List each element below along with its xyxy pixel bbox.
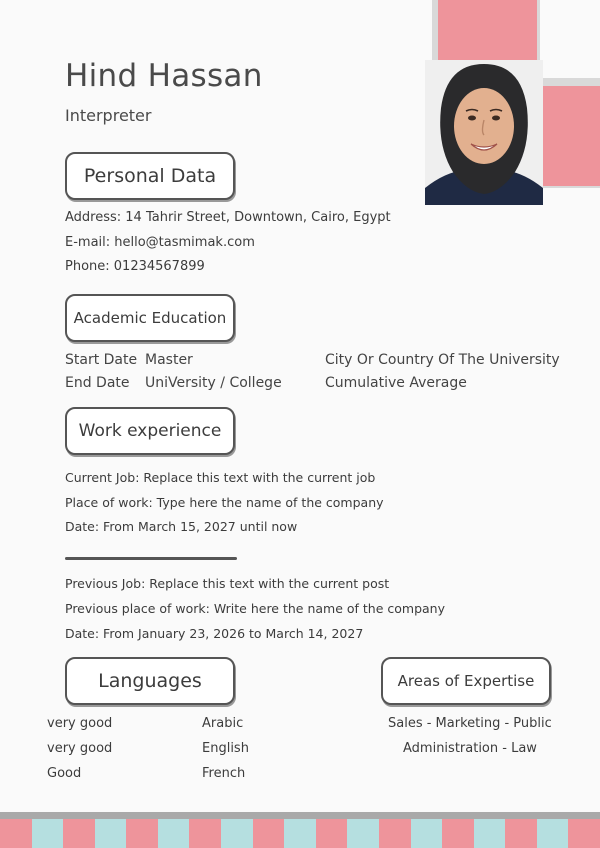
expertise-heading-label: Areas of Expertise <box>397 672 535 690</box>
phone-line: Phone: 01234567899 <box>65 259 205 274</box>
language-level-3: Good <box>47 766 82 781</box>
decor-block-pink-right <box>543 86 600 186</box>
stripe <box>126 819 158 848</box>
profile-photo <box>425 60 543 205</box>
work-divider <box>65 557 237 560</box>
stripe <box>284 819 316 848</box>
stripe <box>32 819 64 848</box>
language-level-2: very good <box>47 741 113 756</box>
language-level-1: very good <box>47 716 113 731</box>
personal-data-heading-label: Personal Data <box>83 165 217 187</box>
language-name-2: English <box>202 741 249 756</box>
education-heading <box>65 294 235 342</box>
education-start-date-label: Start Date <box>65 352 138 368</box>
languages-heading-label: Languages <box>98 670 202 692</box>
stripe <box>95 819 127 848</box>
previous-date-line: Date: From January 23, 2026 to March 14, 2027 <box>65 626 364 641</box>
stripe <box>253 819 285 848</box>
languages-heading <box>65 657 235 705</box>
education-end-date-label: End Date <box>65 375 130 391</box>
previous-job-line: Previous Job: Replace this text with the current post <box>65 576 390 591</box>
personal-data-heading <box>65 152 235 200</box>
candidate-name: Hind Hassan <box>65 58 263 94</box>
stripe <box>0 819 32 848</box>
education-institution: UniVersity / College <box>145 375 282 391</box>
work-experience-heading-label: Work experience <box>78 421 222 441</box>
stripe <box>221 819 253 848</box>
stripe <box>474 819 506 848</box>
previous-place-line: Previous place of work: Write here the name of the company <box>65 601 446 616</box>
language-name-1: Arabic <box>202 716 244 731</box>
current-place-line: Place of work: Type here the name of the company <box>65 495 384 510</box>
footer-stripes <box>0 819 600 848</box>
expertise-line-2: Administration - Law <box>403 741 537 756</box>
stripe <box>568 819 600 848</box>
work-experience-heading <box>65 407 235 455</box>
address-line: Address: 14 Tahrir Street, Downtown, Cairo, Egypt <box>65 210 391 225</box>
stripe <box>189 819 221 848</box>
stripe <box>347 819 379 848</box>
expertise-line-1: Sales - Marketing - Public <box>388 716 552 731</box>
stripe <box>411 819 443 848</box>
language-name-3: French <box>202 766 246 781</box>
education-heading-label: Academic Education <box>73 309 227 327</box>
email-line: E-mail: hello@tasmimak.com <box>65 235 255 250</box>
decor-block-pink-top <box>438 0 537 60</box>
stripe <box>537 819 569 848</box>
education-degree: Master <box>145 352 193 368</box>
education-location: City Or Country Of The University <box>325 352 560 368</box>
footer-gray-bar <box>0 812 600 819</box>
education-average: Cumulative Average <box>325 375 467 391</box>
job-title: Interpreter <box>65 106 152 125</box>
stripe <box>379 819 411 848</box>
stripe <box>316 819 348 848</box>
portrait-image <box>425 60 543 205</box>
expertise-heading <box>381 657 551 705</box>
stripe <box>442 819 474 848</box>
stripe <box>63 819 95 848</box>
stripe <box>505 819 537 848</box>
current-job-line: Current Job: Replace this text with the current job <box>65 470 376 485</box>
current-date-line: Date: From March 15, 2027 until now <box>65 519 298 534</box>
stripe <box>158 819 190 848</box>
